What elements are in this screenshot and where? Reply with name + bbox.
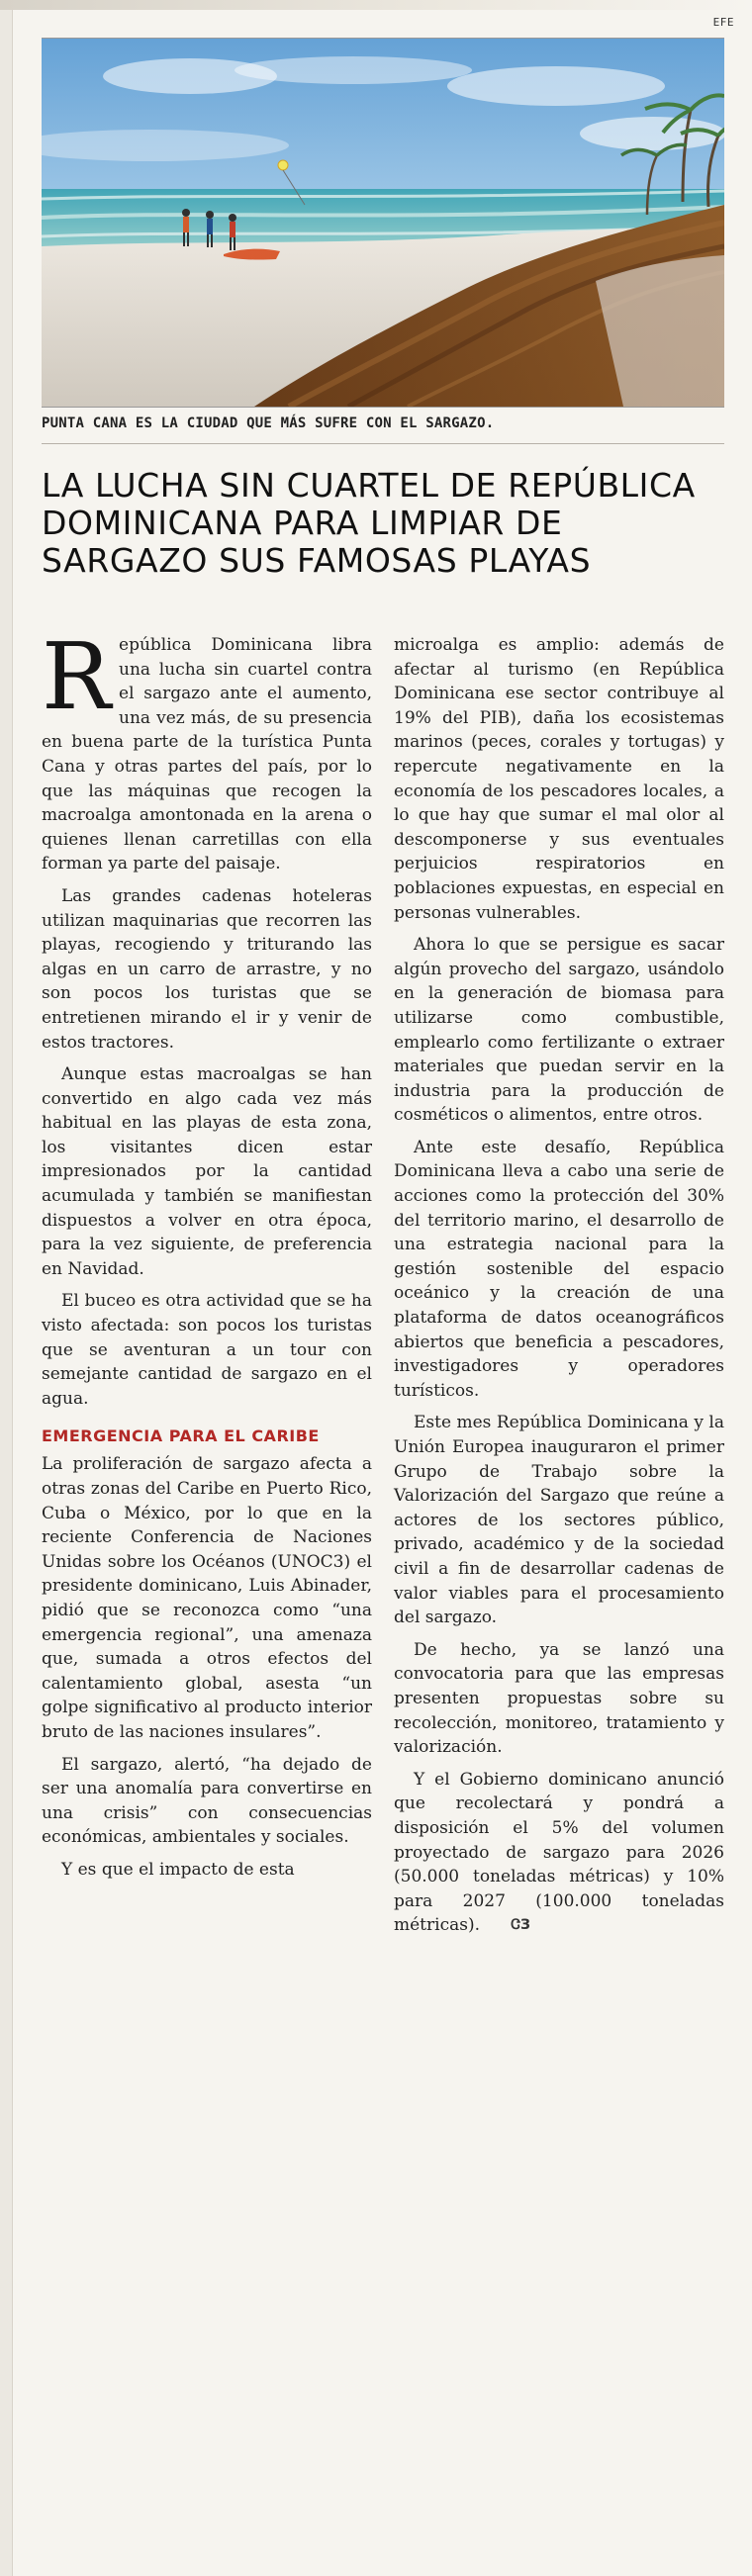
end-mark-icon: ᏣЗ — [511, 1917, 530, 1934]
photo-caption: PUNTA CANA ES LA CIUDAD QUE MÁS SUFRE CON EL SARGAZO. — [42, 415, 495, 431]
paragraph-13-text: Y el Gobierno dominicano anunció que recolectará y pondrá a disposición el 5% del volumen proyectado de sargazo para 2026 (50.000 toneladas métricas) y 10% para 2027 (100.000 toneladas métricas). — [394, 1769, 724, 1936]
paragraph-5: La proliferación de sargazo afecta a otras zonas del Caribe en Puerto Rico, Cuba o México, por lo que en la reciente Conferencia de Naciones Unidas sobre los Océanos (UNOC3) el presidente dominicano, Luis Abinader, pidió que se reconozca como “una emergencia regional”, una amenaza que, sumada a otros efectos del calentamiento global, asesta “un golpe significativo al producto interior bruto de las naciones insulares”. — [42, 1454, 372, 1742]
cloud-2 — [235, 56, 472, 84]
beach-illustration — [42, 39, 724, 407]
article-headline: LA LUCHA SIN CUARTEL DE REPÚBLICA DOMINICANA PARA LIMPIAR DE SARGAZO SUS FAMOSAS PLAYAS — [42, 466, 696, 580]
page-gutter — [0, 0, 13, 2576]
paragraph-12: De hecho, ya se lanzó una convocatoria para que las empresas presenten propuestas sobre su recolección, monitoreo, tratamiento y valorización. — [394, 1639, 724, 1758]
paragraph-10: Ante este desafío, República Dominicana lleva a cabo una serie de acciones como la protección del 30% del territorio marino, el desarrollo de una estrategia nacional para la gestión sostenible del espacio oceánico y la creación de una plataforma de datos oceanográficos abiertos que beneficia a pescadores, investigadores y operadores turísticos. — [394, 1137, 724, 1401]
top-edge — [0, 0, 752, 10]
article-columns — [42, 623, 724, 2552]
paragraph-1-text: epública Dominicana libra una lucha sin cuartel contra el sargazo ante el aumento, una vez más, de su presencia en buena parte de la turística Punta Cana y otras partes del país, por lo que las máquinas que recogen la macroalga amontonada en la arena o quienes llenan carretillas con ella forman ya parte del paisaje. — [42, 635, 372, 874]
caption-divider — [42, 443, 724, 444]
paragraph-11: Este mes República Dominicana y la Unión Europea inauguraron el primer Grupo de Trabajo sobre la Valorización del Sargazo que reúne a actores de los sectores público, privado, académico y de la sociedad civil a fin de desarrollar cadenas de valor viables para el procesamiento del sargazo. — [394, 1413, 724, 1628]
paragraph-7: Y es que el impacto de esta — [61, 1859, 295, 1880]
paragraph-3: Aunque estas macroalgas se han convertido en algo cada vez más habitual en las playas de esta zona, los visitantes dicen estar impresionados por la cantidad acumulada y también se manifiestan dispuestos a volver en otra época, para la vez siguiente, de preferencia en Navidad. — [42, 1064, 372, 1279]
photo-credit: EFE — [712, 16, 734, 29]
paragraph-8: microalga es amplio: además de afectar al turismo (en República Dominicana ese sector contribuye al 19% del PIB), daña los ecosistemas marinos (peces, corales y tortugas) y repercute negativamente en la economía de los pescadores locales, a lo que hay que sumar el mal olor al descomponerse y sus eventuales perjuicios respiratorios en poblaciones expuestas, en especial en personas vulnerables. — [394, 635, 724, 923]
parasail — [278, 160, 288, 170]
cloud-4 — [580, 117, 724, 150]
drop-cap: R — [42, 623, 112, 730]
section-subhead: EMERGENCIA PARA EL CARIBE — [42, 1426, 320, 1446]
paragraph-1 — [42, 623, 372, 876]
paragraph-4: El buceo es otra actividad que se ha visto afectada: son pocos los turistas que se aventuran a un tour con semejante cantidad de sargazo en el agua. — [42, 1291, 372, 1409]
paragraph-2: Las grandes cadenas hoteleras utilizan maquinarias que recorren las playas, recogiendo y triturando las algas en un carro de arrastre, y no son pocos los turistas que se entretienen mirando el ir y venir de estos tractores. — [42, 885, 372, 1053]
article-column-right — [394, 633, 724, 2552]
paragraph-13 — [394, 1768, 724, 1938]
cloud-3 — [447, 66, 665, 106]
paragraph-6: El sargazo, alertó, “ha dejado de ser una anomalía para convertirse en una crisis” con consecuencias económicas, ambientales y sociales. — [42, 1754, 372, 1848]
beach-photo — [42, 38, 724, 408]
paragraph-9: Ahora lo que se persigue es sacar algún provecho del sargazo, usándolo en la generación de biomasa para utilizarse como combustible, emplearlo como fertilizante o extraer materiales que puedan servir en la industria para la producción de cosméticos o alimentos, entre otros. — [394, 935, 724, 1126]
article-column-left — [42, 623, 372, 2552]
